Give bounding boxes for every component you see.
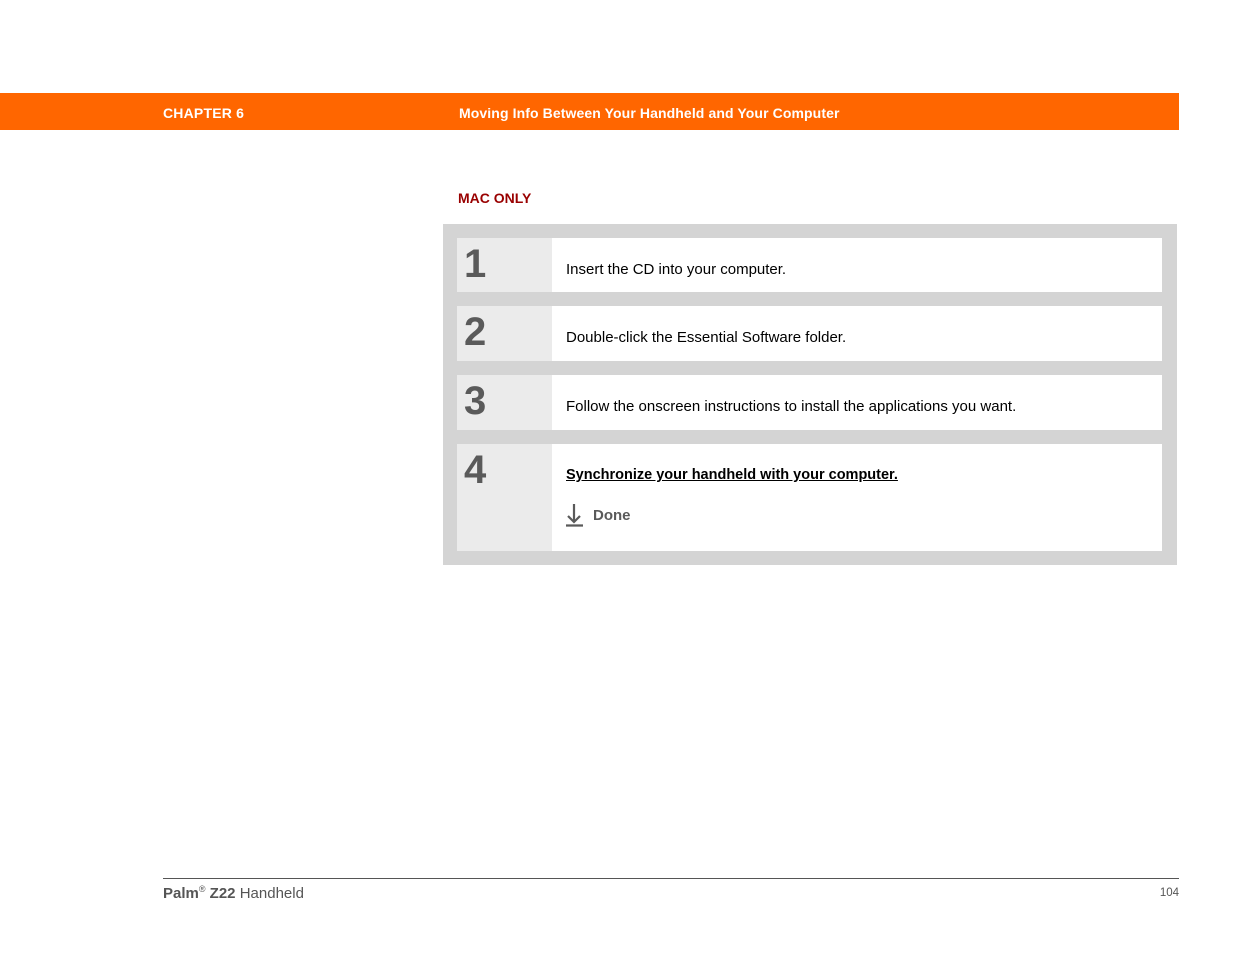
page-number: 104 (1159, 887, 1179, 899)
step-body (552, 375, 1162, 430)
step-number: 3 (457, 375, 552, 430)
step-text: Insert the CD into your computer. (566, 261, 787, 278)
step-3 (457, 375, 1162, 430)
section-label: MAC ONLY (458, 190, 532, 206)
footer-product (163, 884, 304, 902)
step-body (552, 444, 1162, 551)
footer-product-name: Handheld (239, 885, 304, 902)
step-4 (457, 444, 1162, 551)
chapter-header-bar (0, 93, 1179, 130)
done-label: Done (593, 506, 631, 524)
step-body (552, 306, 1162, 361)
done-row (566, 503, 1162, 527)
synchronize-link[interactable]: Synchronize your handheld with your computer. (566, 467, 898, 483)
step-text: Double-click the Essential Software folder. (566, 329, 847, 346)
steps-box (443, 224, 1177, 565)
step-body (552, 238, 1162, 292)
step-text: Follow the onscreen instructions to install the applications you want. (566, 398, 1017, 415)
footer-model: Z22 (209, 885, 236, 902)
footer-brand: Palm (163, 885, 199, 902)
step-number: 4 (457, 444, 552, 551)
registered-mark: ® (198, 884, 206, 894)
step-1 (457, 238, 1162, 292)
footer-divider (163, 878, 1179, 879)
chapter-label: CHAPTER 6 (163, 105, 245, 121)
step-2 (457, 306, 1162, 361)
step-number: 2 (457, 306, 552, 361)
done-arrow-icon (566, 503, 584, 527)
chapter-title: Moving Info Between Your Handheld and Your Computer (459, 105, 840, 121)
step-number: 1 (457, 238, 552, 292)
